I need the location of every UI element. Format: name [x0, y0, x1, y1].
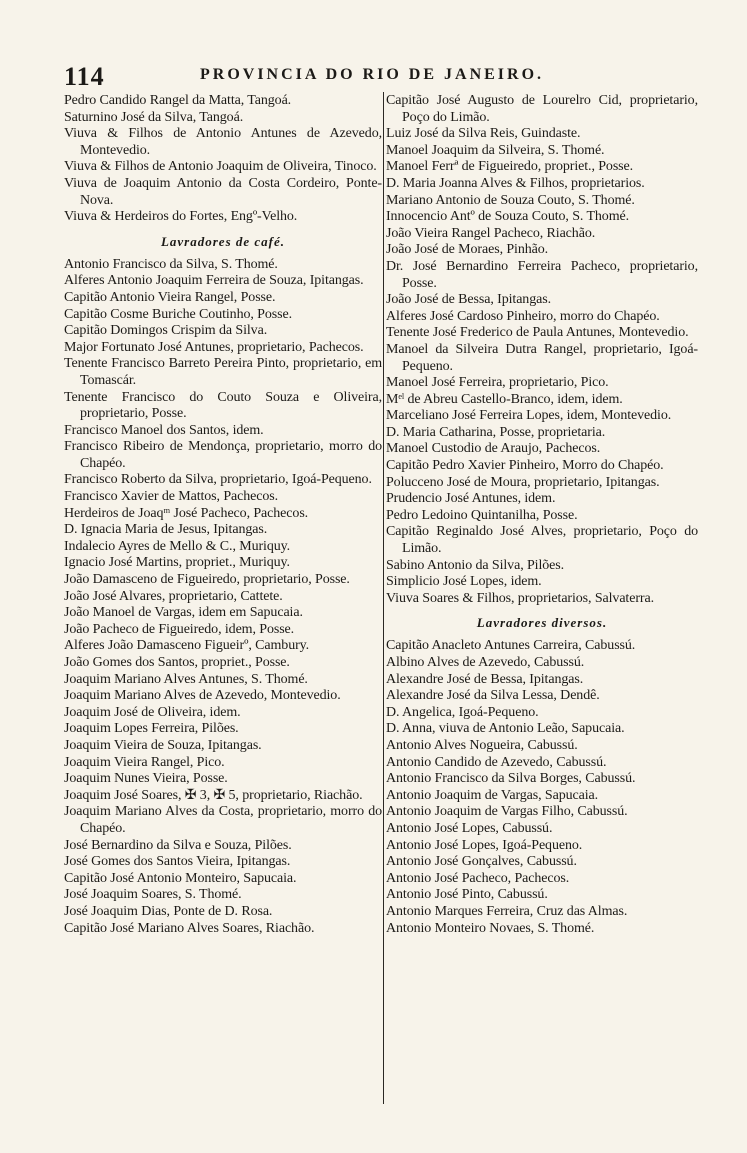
directory-entry: Dr. José Bernardino Ferreira Pacheco, proprietario, Posse. — [386, 258, 698, 291]
directory-entry: João Pacheco de Figueiredo, idem, Posse. — [64, 621, 295, 637]
directory-entry: José Bernardino da Silva e Souza, Pilões. — [64, 837, 292, 853]
directory-entry: D. Maria Joanna Alves & Filhos, proprietarios. — [386, 175, 645, 191]
directory-entry: Francisco Manoel dos Santos, idem. — [64, 422, 264, 438]
directory-entry: Albino Alves de Azevedo, Cabussú. — [386, 655, 585, 670]
directory-entry: D. Anna, viuva de Antonio Leão, Sapucaia. — [386, 721, 625, 737]
directory-entry: Luiz José da Silva Reis, Guindaste. — [386, 126, 581, 142]
directory-entry: Pedro Ledoino Quintanilha, Posse. — [386, 507, 578, 523]
directory-entry: Innocencio Antº de Souza Couto, S. Thomé. — [386, 209, 630, 225]
directory-entry: Alferes Antonio Joaquim Ferreira de Souza, Ipitangas. — [64, 273, 364, 289]
page-title: PROVINCIA DO RIO DE JANEIRO. — [200, 66, 545, 83]
directory-entry: João Vieira Rangel Pacheco, Riachão. — [386, 225, 596, 241]
directory-entry: Mariano Antonio de Souza Couto, S. Thomé. — [386, 192, 635, 208]
directory-entry: Manoel da Silveira Dutra Rangel, proprietario, Igoá-Pequeno. — [386, 341, 698, 374]
directory-entry: Viuva & Herdeiros do Fortes, Engº-Velho. — [64, 209, 298, 225]
directory-entry: Herdeiros de Joaqᵐ José Pacheco, Pachecos. — [64, 505, 309, 521]
directory-entry: Tenente Francisco Barreto Pereira Pinto, proprietario, em Tomascár. — [64, 356, 382, 388]
directory-entry: Tenente Francisco do Couto Souza e Oliveira, proprietario, Posse. — [64, 389, 382, 422]
directory-entry: José Gomes dos Santos Vieira, Ipitangas. — [64, 854, 291, 870]
left-entries-cafe — [64, 257, 382, 937]
directory-entry: Francisco Ribeiro de Mendonça, proprietario, morro do Chapéo. — [64, 439, 382, 471]
directory-entry: Antonio Francisco da Silva, S. Thomé. — [64, 256, 278, 272]
directory-entry: Antonio Joaquim de Vargas Filho, Cabussú. — [386, 804, 628, 820]
directory-entry: Tenente José Frederico de Paula Antunes, Montevedio. — [386, 325, 689, 341]
left-entries-top — [64, 93, 382, 226]
directory-entry: Capitão Cosme Buriche Coutinho, Posse. — [64, 306, 292, 322]
directory-entry: Polucceno José de Moura, proprietario, Ipitangas. — [386, 474, 660, 490]
left-column — [64, 93, 382, 937]
directory-entry: Joaquim Mariano Alves Antunes, S. Thomé. — [64, 671, 308, 687]
right-entries-top — [386, 93, 698, 607]
directory-entry: Capitão José Antonio Monteiro, Sapucaia. — [64, 870, 297, 886]
directory-entry: Antonio José Pacheco, Pachecos. — [386, 870, 570, 886]
directory-entry: Antonio Alves Nogueira, Cabussú. — [386, 737, 578, 753]
right-column — [386, 93, 698, 937]
directory-entry: Mᵉˡ de Abreu Castello-Branco, idem, idem. — [386, 391, 623, 407]
directory-entry: Joaquim Vieira de Souza, Ipitangas. — [64, 737, 262, 753]
directory-entry: Manoel Joaquim da Silveira, S. Thomé. — [386, 142, 605, 158]
directory-entry: Prudencio José Antunes, idem. — [386, 491, 556, 507]
directory-entry: João Manoel de Vargas, idem em Sapucaia. — [64, 605, 303, 621]
right-entries-diversos — [386, 638, 698, 937]
directory-entry: Capitão Anacleto Antunes Carreira, Cabussú. — [386, 638, 636, 654]
directory-entry: Francisco Xavier de Mattos, Pachecos. — [64, 489, 279, 505]
directory-entry: Antonio Monteiro Novaes, S. Thomé. — [386, 920, 595, 936]
directory-entry: Manoel Ferrª de Figueiredo, propriet., Posse. — [386, 159, 634, 175]
directory-entry: Alferes João Damasceno Figueirº, Cambury. — [64, 638, 310, 654]
directory-entry: João José de Bessa, Ipitangas. — [386, 292, 551, 308]
directory-entry: Joaquim José Soares, ✠ 3, ✠ 5, proprietario, Riachão. — [64, 787, 363, 803]
directory-entry: Francisco Roberto da Silva, proprietario, Igoá-Pequeno. — [64, 472, 372, 488]
directory-entry: Viuva & Filhos de Antonio Joaquim de Oliveira, Tinoco. — [64, 159, 377, 175]
directory-entry: Capitão Antonio Vieira Rangel, Posse. — [64, 289, 276, 305]
directory-entry: Alferes José Cardoso Pinheiro, morro do Chapéo. — [386, 308, 660, 324]
page-header — [64, 62, 700, 90]
directory-entry: Ignacio José Martins, propriet., Muriquy. — [64, 555, 290, 571]
directory-entry: Capitão José Augusto de Lourelro Cid, proprietario, Poço do Limão. — [386, 93, 698, 125]
directory-entry: Viuva Soares & Filhos, proprietarios, Salvaterra. — [386, 590, 654, 606]
directory-entry: Antonio José Pinto, Cabussú. — [386, 887, 548, 903]
directory-entry: Joaquim Vieira Rangel, Pico. — [64, 754, 225, 770]
directory-entry: João Gomes dos Santos, propriet., Posse. — [64, 655, 290, 670]
directory-entry: Alexandre José de Bessa, Ipitangas. — [386, 671, 584, 687]
directory-entry: Marceliano José Ferreira Lopes, idem, Montevedio. — [386, 408, 672, 424]
directory-entry: Antonio José Lopes, Igoá-Pequeno. — [386, 837, 583, 853]
directory-entry: Antonio Joaquim de Vargas, Sapucaia. — [386, 787, 599, 803]
page-number: 114 — [64, 62, 105, 91]
directory-entry: Joaquim Nunes Vieira, Posse. — [64, 771, 228, 787]
directory-entry: Capitão Pedro Xavier Pinheiro, Morro do Chapéo. — [386, 458, 664, 474]
directory-entry: Antonio Francisco da Silva Borges, Cabussú. — [386, 771, 636, 787]
directory-entry: Simplicio José Lopes, idem. — [386, 574, 542, 590]
directory-entry: Sabino Antonio da Silva, Pilões. — [386, 557, 565, 573]
directory-entry: Manoel José Ferreira, proprietario, Pico. — [386, 375, 609, 391]
directory-entry: Alexandre José da Silva Lessa, Dendê. — [386, 688, 600, 704]
directory-entry: Capitão Reginaldo José Alves, proprietario, Poço do Limão. — [386, 524, 698, 557]
directory-entry: Antonio José Gonçalves, Cabussú. — [386, 854, 577, 870]
directory-entry: Pedro Candido Rangel da Matta, Tangoá. — [64, 93, 292, 108]
directory-entry: Manoel Custodio de Araujo, Pachecos. — [386, 441, 601, 457]
directory-entry: Antonio José Lopes, Cabussú. — [386, 820, 553, 836]
directory-entry: Capitão Domingos Crispim da Silva. — [64, 323, 268, 339]
directory-entry: Capitão José Mariano Alves Soares, Riachão. — [64, 920, 315, 936]
directory-entry: Indalecio Ayres de Mello & C., Muriquy. — [64, 538, 291, 554]
directory-entry: Joaquim José de Oliveira, idem. — [64, 704, 241, 720]
section-heading-cafe: Lavradores de café. — [160, 233, 286, 249]
directory-entry: Saturnino José da Silva, Tangoá. — [64, 109, 244, 125]
directory-entry: João José de Moraes, Pinhão. — [386, 242, 549, 258]
directory-entry: João José Alvares, proprietario, Cattete. — [64, 588, 283, 604]
directory-entry: Antonio Candido de Azevedo, Cabussú. — [386, 754, 607, 770]
directory-entry: D. Angelica, Igoá-Pequeno. — [386, 704, 539, 720]
directory-entry: Viuva de Joaquim Antonio da Costa Cordeiro, Ponte-Nova. — [64, 175, 382, 208]
directory-entry: Viuva & Filhos de Antonio Antunes de Azevedo, Montevedio. — [64, 126, 382, 158]
directory-entry: José Joaquim Dias, Ponte de D. Rosa. — [64, 903, 273, 919]
directory-entry: João Damasceno de Figueiredo, proprietario, Posse. — [64, 572, 350, 588]
directory-entry: Major Fortunato José Antunes, proprietario, Pachecos. — [64, 339, 364, 355]
directory-entry: José Joaquim Soares, S. Thomé. — [64, 887, 242, 903]
directory-entry: Joaquim Lopes Ferreira, Pilões. — [64, 721, 239, 737]
directory-entry: D. Maria Catharina, Posse, proprietaria. — [386, 424, 606, 440]
directory-entry: Antonio Marques Ferreira, Cruz das Almas. — [386, 903, 628, 919]
directory-entry: D. Ignacia Maria de Jesus, Ipitangas. — [64, 522, 268, 538]
directory-entry: Joaquim Mariano Alves de Azevedo, Montevedio. — [64, 688, 341, 704]
column-divider — [383, 92, 384, 1104]
directory-entry: Joaquim Mariano Alves da Costa, proprietario, morro do Chapéo. — [64, 804, 382, 836]
section-heading-diversos: Lavradores diversos. — [476, 615, 608, 631]
